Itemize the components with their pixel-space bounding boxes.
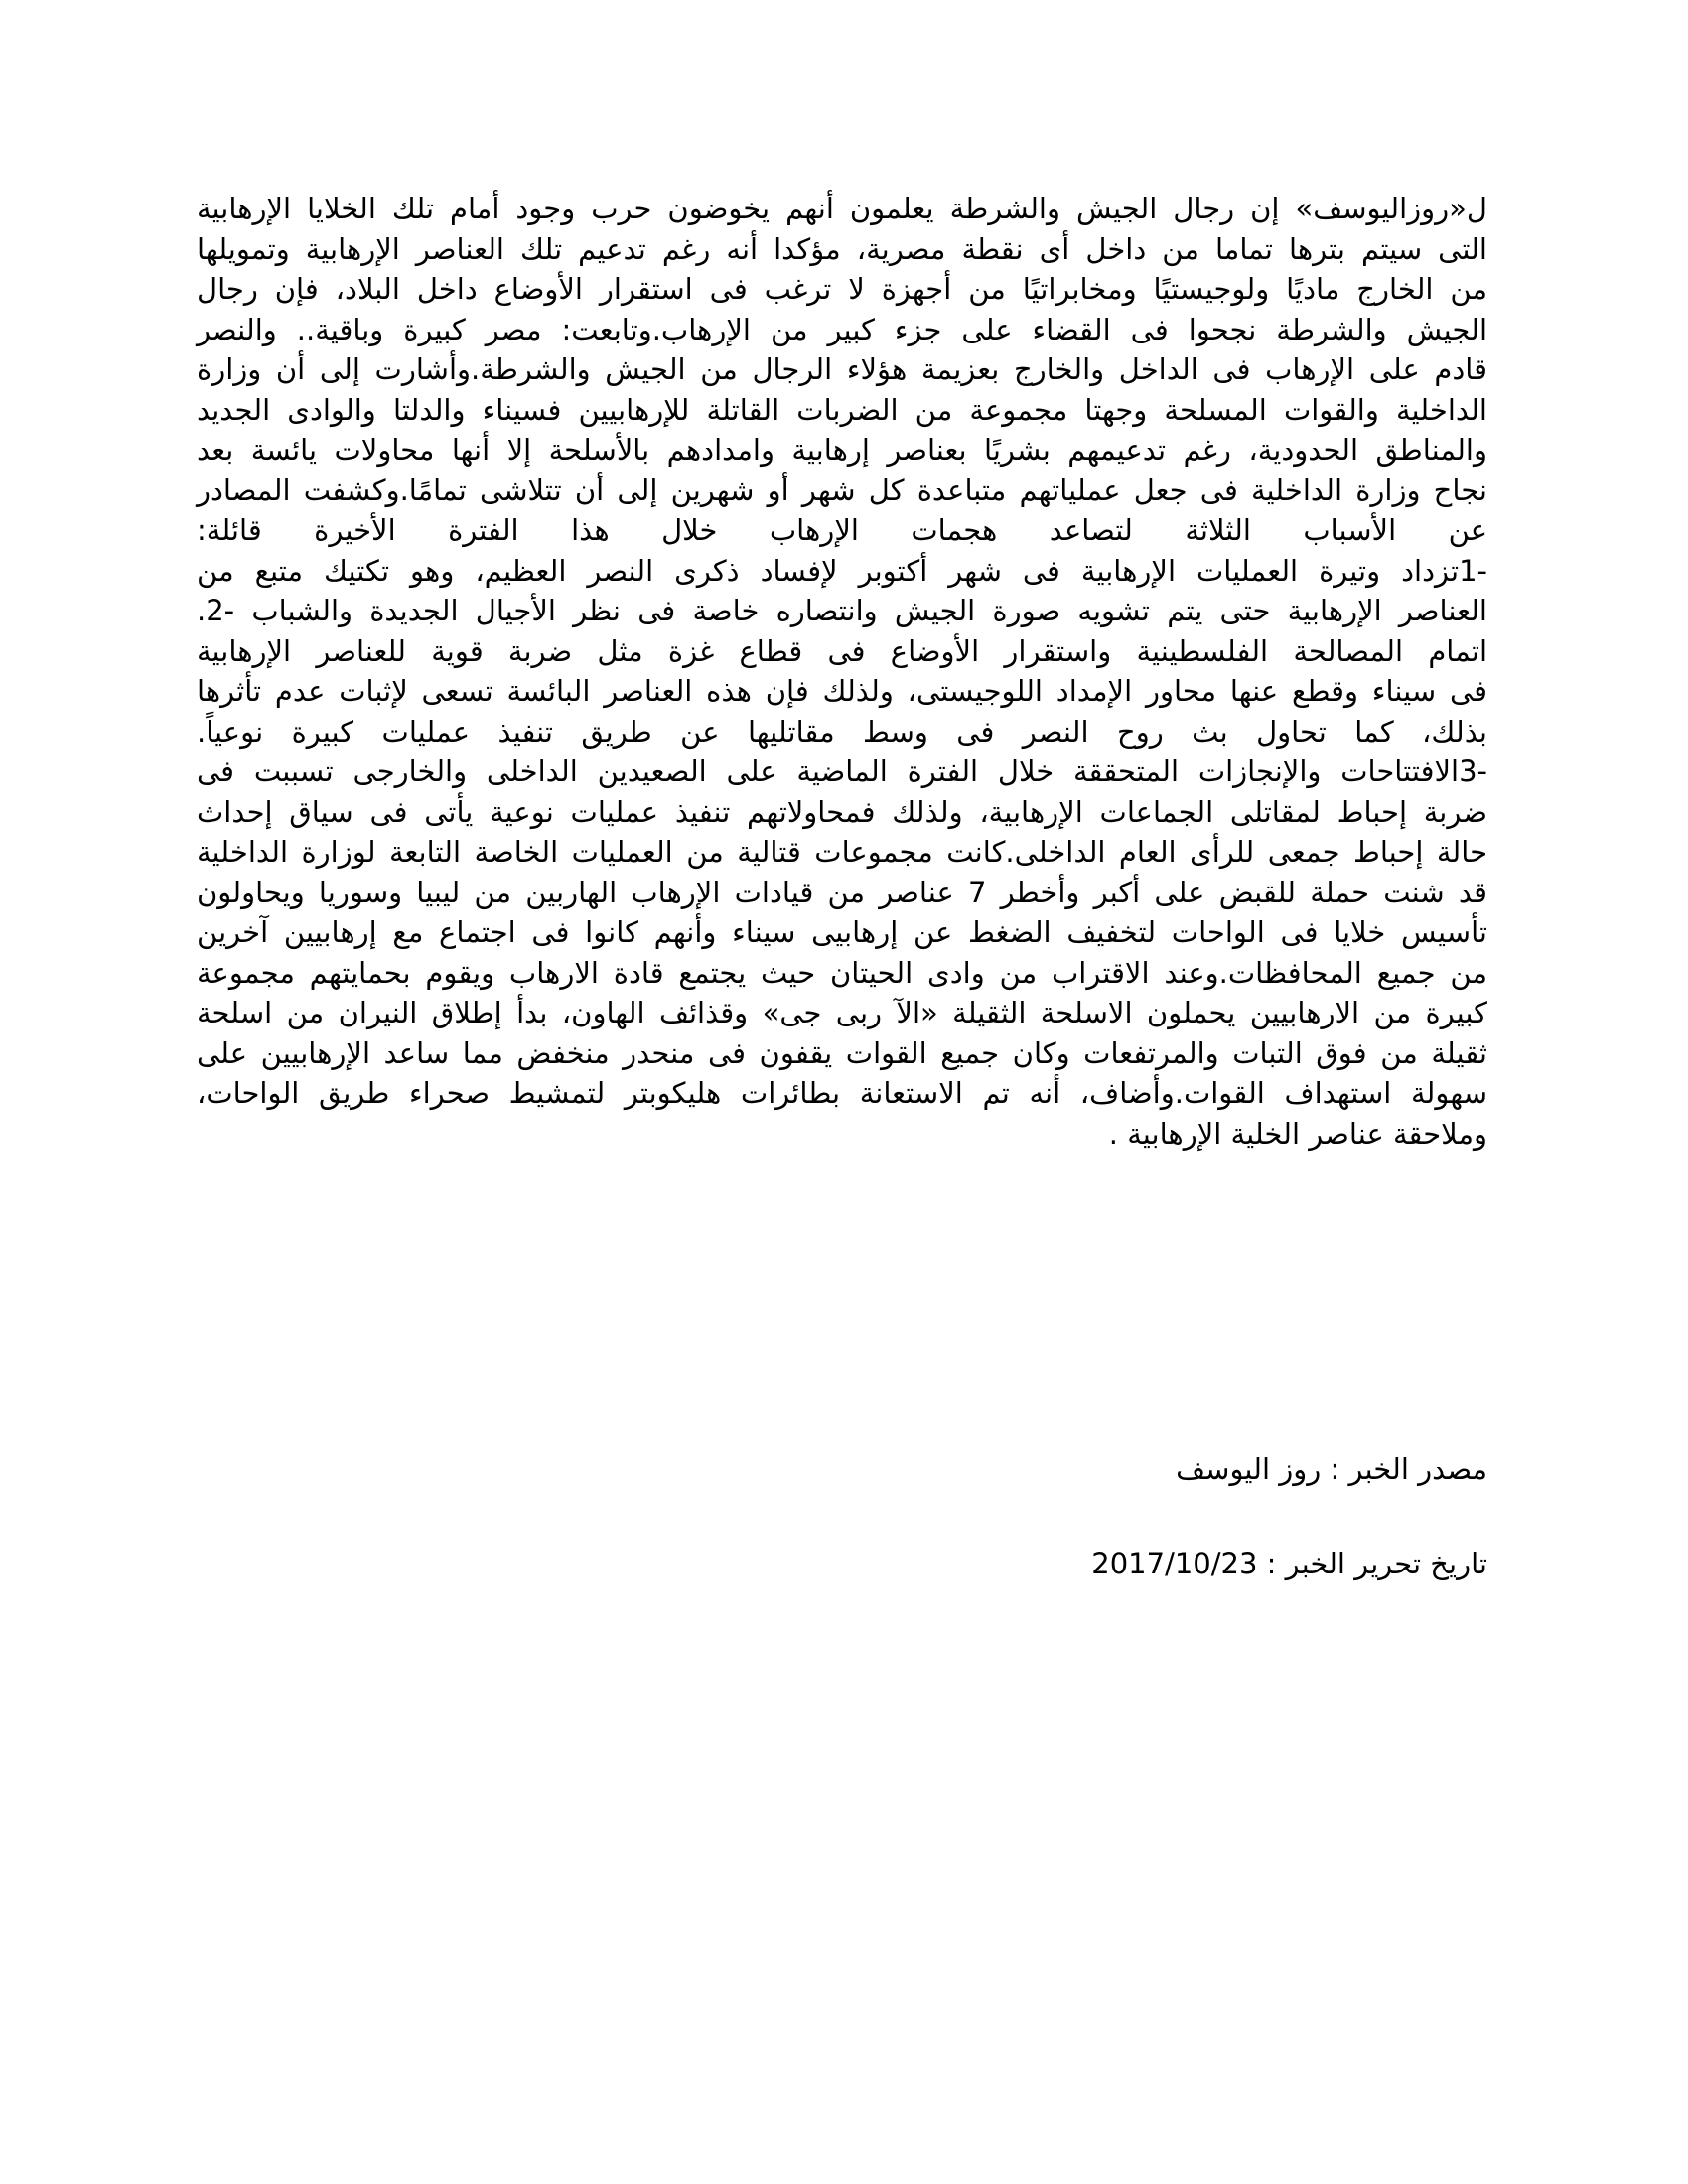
article-line: بذلك، كما تحاول بث روح النصر فى وسط مقاتليها عن طريق تنفيذ عمليات كبيرة نوعياً.: [197, 714, 1487, 749]
article-line: من الخارج ماديًا ولوجيستيًا ومخابراتيًا من أجهزة لا ترغب فى استقرار الأوضاع داخل البلاد، فإن رجال: [197, 272, 1487, 306]
article-page: [197, 189, 1487, 1580]
article-line: والمناطق الحدودية، رغم تدعيمهم بشريًا بعناصر إرهابية وامدادهم بالأسلحة إلا أنها محاولات يائسة بعد: [197, 433, 1487, 467]
article-line: ثقيلة من فوق التبات والمرتفعات وكان جميع القوات يقفون فى منحدر منخفض مما ساعد الإرهابيين على: [197, 1035, 1487, 1070]
article-line: تأسيس خلايا فى الواحات لتخفيف الضغط عن إرهابيى سيناء وأنهم كانوا فى اجتماع مع إرهابيين آخرين: [197, 915, 1487, 949]
news-source: مصدر الخبر : روز اليوسف: [1176, 1452, 1487, 1486]
article-body: [197, 189, 1487, 1154]
article-line: من جميع المحافظات.وعند الاقتراب من وادى الحيتان حيث يجتمع قادة الارهاب ويقوم بحمايتهم مجموعة: [197, 955, 1487, 990]
article-line: فى سيناء وقطع عنها محاور الإمداد اللوجيستى، ولذلك فإن هذه العناصر البائسة تسعى لإثبات عدم تأثرها: [197, 674, 1487, 708]
article-line: الداخلية والقوات المسلحة وجهتا مجموعة من الضربات القاتلة للإرهابيين فسيناء والدلتا والوادى الجديد: [197, 392, 1487, 427]
article-line: عن الأسباب الثلاثة لتصاعد هجمات الإرهاب خلال هذا الفترة الأخيرة قائلة:: [197, 513, 1487, 547]
article-line: -3الافتتاحات والإنجازات المتحققة خلال الفترة الماضية على الصعيدين الداخلى والخارجى تسببت فى: [197, 754, 1487, 788]
article-line: التى سيتم بترها تماما من داخل أى نقطة مصرية، مؤكدا أنه رغم تدعيم تلك العناصر الإرهابية وتمويلها: [197, 231, 1487, 266]
article-line: العناصر الإرهابية حتى يتم تشويه صورة الجيش وانتصاره خاصة فى نظر الأجيال الجديدة والشباب -2.: [197, 594, 1487, 627]
article-line: سهولة استهداف القوات.وأضاف، أنه تم الاستعانة بطائرات هليكوبتر لتمشيط صحراء طريق الواحات،: [197, 1076, 1487, 1110]
article-line: قد شنت حملة للقبض على أكبر وأخطر 7 عناصر من قيادات الإرهاب الهاربين من ليبيا وسوريا ويحاولون: [197, 875, 1487, 909]
article-line: -1تزداد وتيرة العمليات الإرهابية فى شهر أكتوبر لإفساد ذكرى النصر العظيم، وهو تكتيك متبع من: [197, 553, 1487, 588]
article-line: الجيش والشرطة نجحوا فى القضاء على جزء كبير من الإرهاب.وتابعت: مصر كبيرة وباقية.. والنصر: [197, 312, 1487, 346]
article-line: ضربة إحباط لمقاتلى الجماعات الإرهابية، ولذلك فمحاولاتهم تنفيذ عمليات نوعية يأتى فى سياق إحداث: [197, 794, 1487, 829]
article-line: نجاح وزارة الداخلية فى جعل عملياتهم متباعدة كل شهر أو شهرين إلى أن تتلاشى تمامًا.وكشفت المصادر: [197, 473, 1487, 507]
news-date: تاريخ تحرير الخبر : 2017/10/23: [1091, 1547, 1487, 1580]
article-line: اتمام المصالحة الفلسطينية واستقرار الأوضاع فى قطاع غزة مثل ضربة قوية للعناصر الإرهابية: [197, 633, 1487, 668]
article-line: حالة إحباط جمعى للرأى العام الداخلى.كانت مجموعات قتالية من العمليات الخاصة التابعة لوزارة الداخلية: [197, 835, 1487, 869]
article-line: وملاحقة عناصر الخلية الإرهابية .: [1108, 1116, 1487, 1151]
article-line: كبيرة من الارهابيين يحملون الاسلحة الثقيلة «الآ ربى جى» وقذائف الهاون، بدأ إطلاق النيران من اسلحة: [197, 996, 1487, 1029]
article-line: قادم على الإرهاب فى الداخل والخارج بعزيمة هؤلاء الرجال من الجيش والشرطة.وأشارت إلى أن وزارة: [197, 352, 1487, 386]
article-line: ل«روزاليوسف» إن رجال الجيش والشرطة يعلمون أنهم يخوضون حرب وجود أمام تلك الخلايا الإرهابية: [197, 192, 1487, 225]
